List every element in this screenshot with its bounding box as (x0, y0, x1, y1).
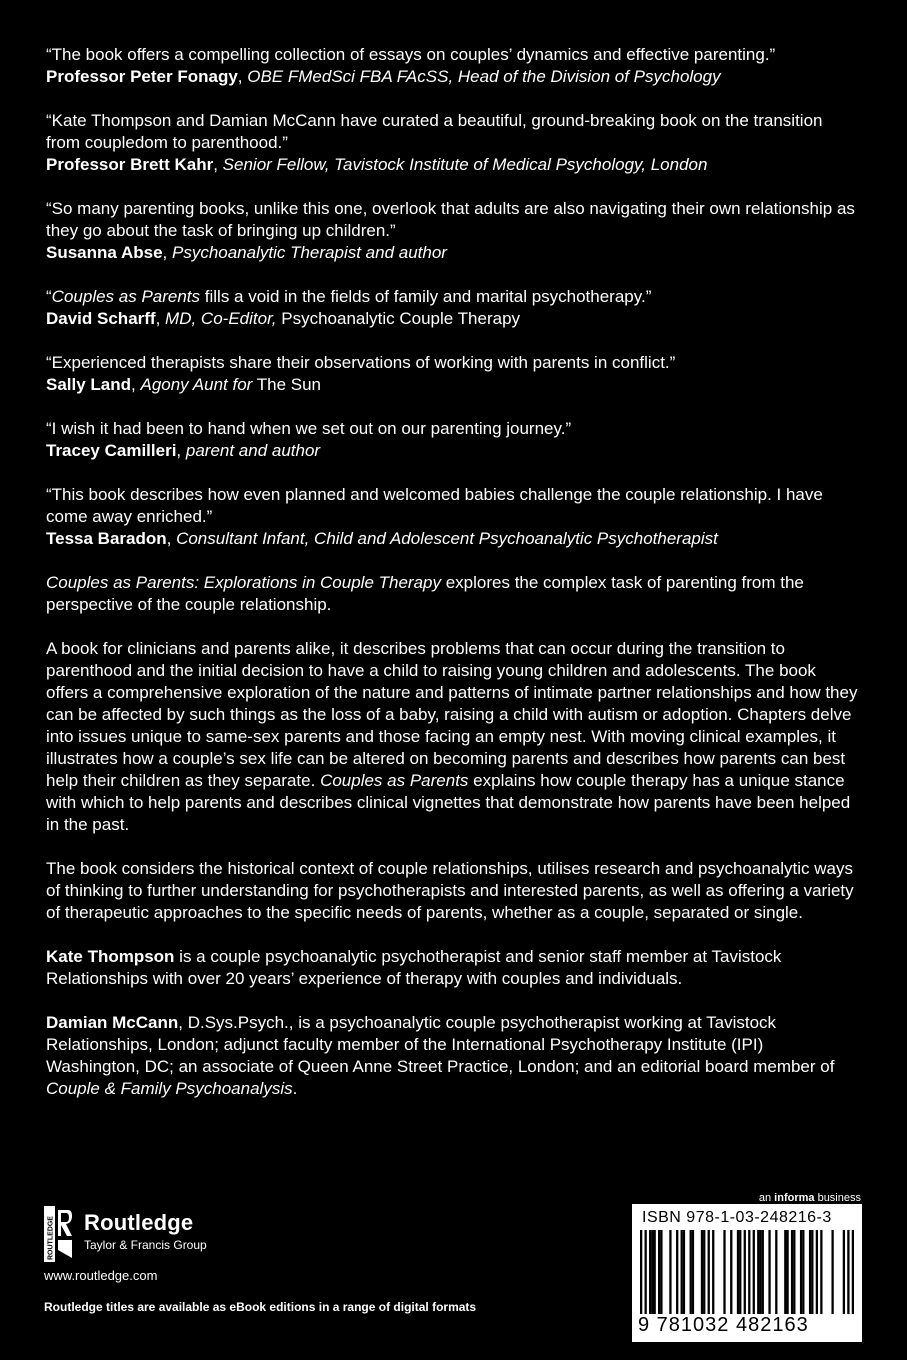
barcode-bar (651, 1230, 653, 1314)
logo-vertical-text: ROUTLEDGE (47, 1216, 55, 1260)
endorser-title: Senior Fellow, Tavistock Institute of Medical Psychology, London (222, 155, 708, 174)
barcode-bar (809, 1230, 811, 1314)
endorsement-quote: “This book describes how even planned and welcomed babies challenge the couple relationship. I have come away enriched.” (46, 485, 823, 526)
endorsement-attribution: David Scharff, MD, Co-Editor, Psychoanalytic Couple Therapy (46, 309, 521, 328)
informa-post: business (814, 1192, 861, 1204)
barcode-bar (744, 1230, 746, 1314)
barcode-bar (660, 1230, 662, 1314)
barcode-bar (681, 1230, 683, 1314)
routledge-logo-icon (44, 1206, 72, 1262)
endorser-name: Susanna Abse (46, 243, 163, 262)
informa-tagline (759, 1192, 861, 1204)
barcode-bar (649, 1230, 651, 1314)
description-text: A book for clinicians and parents alike, it describes problems that can occur during the transition to parenthood and the initial decision to have a child to raising young children and adolescents. The book offers a comprehensive exploration of the nature and patterns of intimate partner relationships and how they can be affected by such things as the loss of a baby, raising a child with autism or adoption. Chapters delve into issues unique to same-sex parents and those facing an empty nest. With moving clinical examples, it illustrates how a couple’s sex life can be altered on becoming parents and describes how parents can best help their children as they separate. (46, 639, 858, 790)
author-bio-2 (46, 1012, 861, 1100)
endorsement-attribution: Tracey Camilleri, parent and author (46, 441, 321, 460)
barcode-bar (683, 1230, 685, 1314)
description-paragraph-3: The book considers the historical context of couple relationships, utilises research and psychoanalytic ways of thinking to further understanding for psychotherapists and interested parents, as well as offering a variety of therapeutic approaches to the specific needs of parents, whether as a couple, separated or single. (46, 859, 854, 922)
barcode-bar (712, 1230, 714, 1314)
endorsement-attribution: Professor Brett Kahr, Senior Fellow, Tavistock Institute of Medical Psychology, London (46, 155, 708, 174)
endorsement (46, 110, 861, 176)
endorsement-quote: “The book offers a compelling collection of essays on couples’ dynamics and effective parenting.” (46, 45, 776, 64)
publisher-group: Taylor & Francis Group (84, 1238, 207, 1252)
book-title-italic: Couples as Parents: Explorations in Couple Therapy (46, 573, 441, 592)
barcode-bar (640, 1230, 642, 1314)
endorsement-attribution: Susanna Abse, Psychoanalytic Therapist and author (46, 243, 447, 262)
endorsement-quote: “Experienced therapists share their observations of working with parents in conflict.” (46, 353, 676, 372)
barcode-bar (737, 1230, 739, 1314)
book-title-italic: Couples as Parents (51, 287, 201, 306)
publisher-name: Routledge (84, 1210, 194, 1235)
endorser-title: OBE FMedSci FBA FAcSS, Head of the Division of Psychology (247, 67, 721, 86)
endorsement-quote: “So many parenting books, unlike this one, overlook that adults are also navigating their own relationship as they go about the task of bringing up children.” (46, 199, 855, 240)
endorser-name: Professor Brett Kahr (46, 155, 214, 174)
endorsement-attribution: Professor Peter Fonagy, OBE FMedSci FBA FAcSS, Head of the Division of Psychology (46, 67, 721, 86)
endorser-name: Professor Peter Fonagy (46, 67, 238, 86)
barcode-bar (775, 1230, 777, 1314)
endorsement-quote: “I wish it had been to hand when we set out on our parenting journey.” (46, 419, 572, 438)
barcode-bar (669, 1230, 671, 1314)
barcode-bar (800, 1230, 802, 1314)
endorsement (46, 484, 861, 550)
barcode-bar (739, 1230, 741, 1314)
barcode-bar (753, 1230, 755, 1314)
endorser-name: Tessa Baradon (46, 529, 167, 548)
barcode-bar (748, 1230, 750, 1314)
barcode-bar (701, 1230, 703, 1314)
endorser-title: Agony Aunt for (140, 375, 253, 394)
endorser-name: Sally Land (46, 375, 132, 394)
back-cover-text (46, 44, 861, 1122)
barcode-bar (843, 1230, 845, 1314)
endorser-title-rest: Psychoanalytic Couple Therapy (276, 309, 521, 328)
barcode-bar (793, 1230, 795, 1314)
barcode-bar (708, 1230, 710, 1314)
barcode-bar (811, 1230, 813, 1314)
endorsement-attribution: Sally Land, Agony Aunt for The Sun (46, 375, 321, 394)
description-paragraph-1 (46, 572, 861, 616)
barcode-bar (784, 1230, 786, 1314)
isbn-barcode (632, 1204, 862, 1342)
description-text: explores the complex task of parenting from the perspective of the couple relationship. (46, 573, 804, 614)
barcode-bar (676, 1230, 678, 1314)
author-bio-text: . (292, 1079, 298, 1098)
endorser-title: MD, Co-Editor, (165, 309, 277, 328)
barcode-number: 9 781032 482163 (638, 1314, 809, 1336)
description-paragraph-2 (46, 638, 861, 836)
endorser-title: Psychoanalytic Therapist and author (171, 243, 447, 262)
barcode-bar (852, 1230, 854, 1314)
endorsement-attribution: Tessa Baradon, Consultant Infant, Child and Adolescent Psychoanalytic Psychotherapist (46, 529, 718, 548)
informa-pre: an (758, 1192, 775, 1204)
ebook-note: Routledge titles are available as eBook editions in a range of digital formats (44, 1300, 477, 1314)
barcode-bars (640, 1230, 854, 1314)
endorsement (46, 44, 861, 88)
barcode-bar (816, 1230, 818, 1314)
barcode-bar (692, 1230, 694, 1314)
barcode-bar (802, 1230, 804, 1314)
publisher-url[interactable]: www.routledge.com (44, 1268, 158, 1283)
endorsement (46, 198, 861, 264)
endorser-title: Consultant Infant, Child and Adolescent Psychoanalytic Psychotherapist (176, 529, 718, 548)
endorser-title-rest: The Sun (252, 375, 321, 394)
barcode-bar (831, 1230, 833, 1314)
barcode-bar (658, 1230, 660, 1314)
endorsement (46, 286, 861, 330)
book-title-italic: Couples as Parents (320, 771, 469, 790)
endorser-title: parent and author (185, 441, 321, 460)
journal-title-italic: Couple & Family Psychoanalysis (46, 1079, 293, 1098)
quote-open-mark: “ (46, 287, 52, 306)
barcode-bar (820, 1230, 822, 1314)
author-name: Damian McCann (46, 1013, 179, 1032)
barcode-bar (847, 1230, 849, 1314)
author-name: Kate Thompson (46, 947, 175, 966)
barcode-bar (768, 1230, 770, 1314)
description-text: explains how couple therapy has a unique stance with which to help parents and describes clinical vignettes that demonstrate how parents have been helped in the past. (46, 771, 851, 834)
barcode-bar (703, 1230, 705, 1314)
author-bio-1 (46, 946, 861, 990)
barcode-bar (654, 1230, 656, 1314)
barcode-bar (762, 1230, 764, 1314)
endorsement-quote: “Kate Thompson and Damian McCann have curated a beautiful, ground-breaking book on the transition from coupledom to parenthood.” (46, 111, 823, 152)
barcode-bar (645, 1230, 647, 1314)
barcode-bar (690, 1230, 692, 1314)
informa-brand: informa (774, 1192, 815, 1204)
barcode-bar (786, 1230, 788, 1314)
barcode-bar (757, 1230, 759, 1314)
author-bio-text: , D.Sys.Psych., is a psychoanalytic couple psychotherapist working at Tavistock Relationships, London; adjunct faculty member of the International Psychotherapy Institute (IPI) Washington, DC; an associate of Queen Anne Street Practice, London; and an editorial board member of (46, 1013, 835, 1076)
endorser-name: Tracey Camilleri (46, 441, 177, 460)
quote-rest: fills a void in the fields of family and marital psychotherapy.” (200, 287, 652, 306)
author-bio-text: is a couple psychoanalytic psychotherapist and senior staff member at Tavistock Relationships with over 20 years’ experience of therapy with couples and individuals. (46, 947, 782, 988)
barcode-bar (730, 1230, 732, 1314)
isbn-label: ISBN 978-1-03-248216-3 (642, 1209, 832, 1226)
barcode-bar (759, 1230, 761, 1314)
barcode-bar (791, 1230, 793, 1314)
barcode-bar (723, 1230, 725, 1314)
endorsement (46, 352, 861, 396)
endorsement (46, 418, 861, 462)
endorser-name: David Scharff (46, 309, 156, 328)
endorsement-quote (46, 286, 861, 308)
